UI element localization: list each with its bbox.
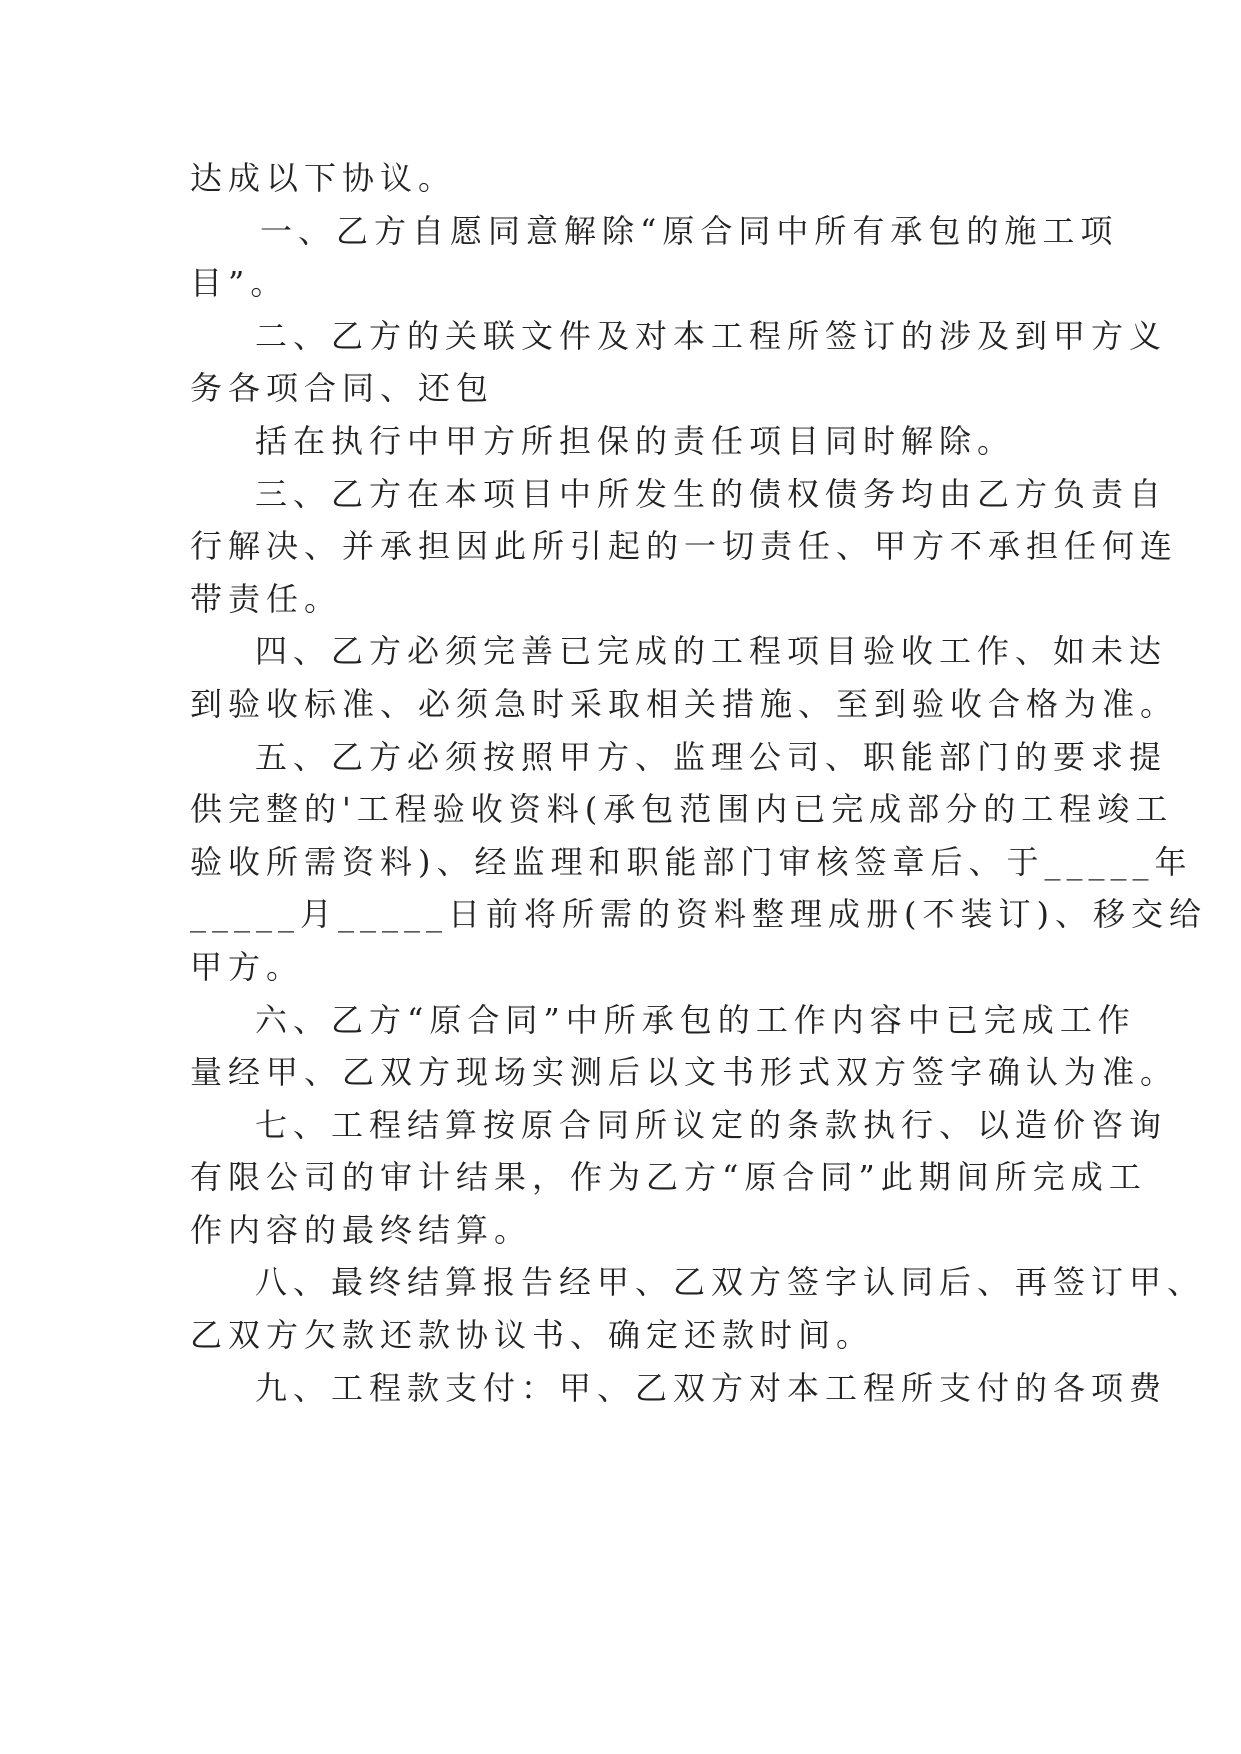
- clause-8-line: 八、最终结算报告经甲、乙双方签字认同后、再签订甲、: [255, 1263, 1206, 1302]
- text-line: 带责任。: [190, 579, 343, 618]
- text-line: 乙双方欠款还款协议书、确定还款时间。: [190, 1316, 875, 1355]
- text-line: 甲方。: [190, 947, 305, 986]
- clause-5-line: 五、乙方必须按照甲方、监理公司、职能部门的要求提: [255, 737, 1168, 776]
- clause-4-line: 四、乙方必须完善已完成的工程项目验收工作、如未达: [255, 632, 1168, 671]
- document-body: [190, 152, 1207, 1414]
- clause-9-line: 九、工程款支付：甲、乙双方对本工程所支付的各项费: [255, 1368, 1168, 1407]
- text-line: _____月_____日前将所需的资料整理成册(不装订)、移交给: [190, 895, 1207, 934]
- text-line: 行解决、并承担因此所引起的一切责任、甲方不承担任何连: [190, 527, 1179, 566]
- clause-7-line: 七、工程结算按原合同所议定的条款执行、以造价咨询: [255, 1105, 1168, 1144]
- text-line: 达成以下协议。: [190, 159, 457, 197]
- text-line: 量经甲、乙双方现场实测后以文书形式双方签字确认为准。: [190, 1053, 1179, 1092]
- text-line: 务各项合同、还包: [190, 369, 495, 408]
- clause-3-line: 三、乙方在本项目中所发生的债权债务均由乙方负责自: [255, 474, 1168, 513]
- text-line: 供完整的'工程验收资料(承包范围内已完成部分的工程竣工: [190, 790, 1174, 829]
- text-line: 验收所需资料)、经监理和职能部门审核签章后、于_____年: [190, 842, 1193, 881]
- clause-6-line: 六、乙方“原合同”中所承包的工作内容中已完成工作: [255, 1000, 1136, 1039]
- clause-1-line: 一、乙方自愿同意解除“原合同中所有承包的施工项: [260, 211, 1119, 250]
- clause-2-line: 二、乙方的关联文件及对本工程所签订的涉及到甲方义: [255, 316, 1168, 355]
- text-line: 有限公司的审计结果，作为乙方“原合同”此期间所完成工: [190, 1158, 1147, 1197]
- text-line: 目”。: [190, 264, 289, 303]
- text-line: 到验收标准、必须急时采取相关措施、至到验收合格为准。: [190, 684, 1179, 723]
- text-line: 作内容的最终结算。: [190, 1210, 533, 1249]
- text-line: 括在执行中甲方所担保的责任项目同时解除。: [255, 421, 1016, 460]
